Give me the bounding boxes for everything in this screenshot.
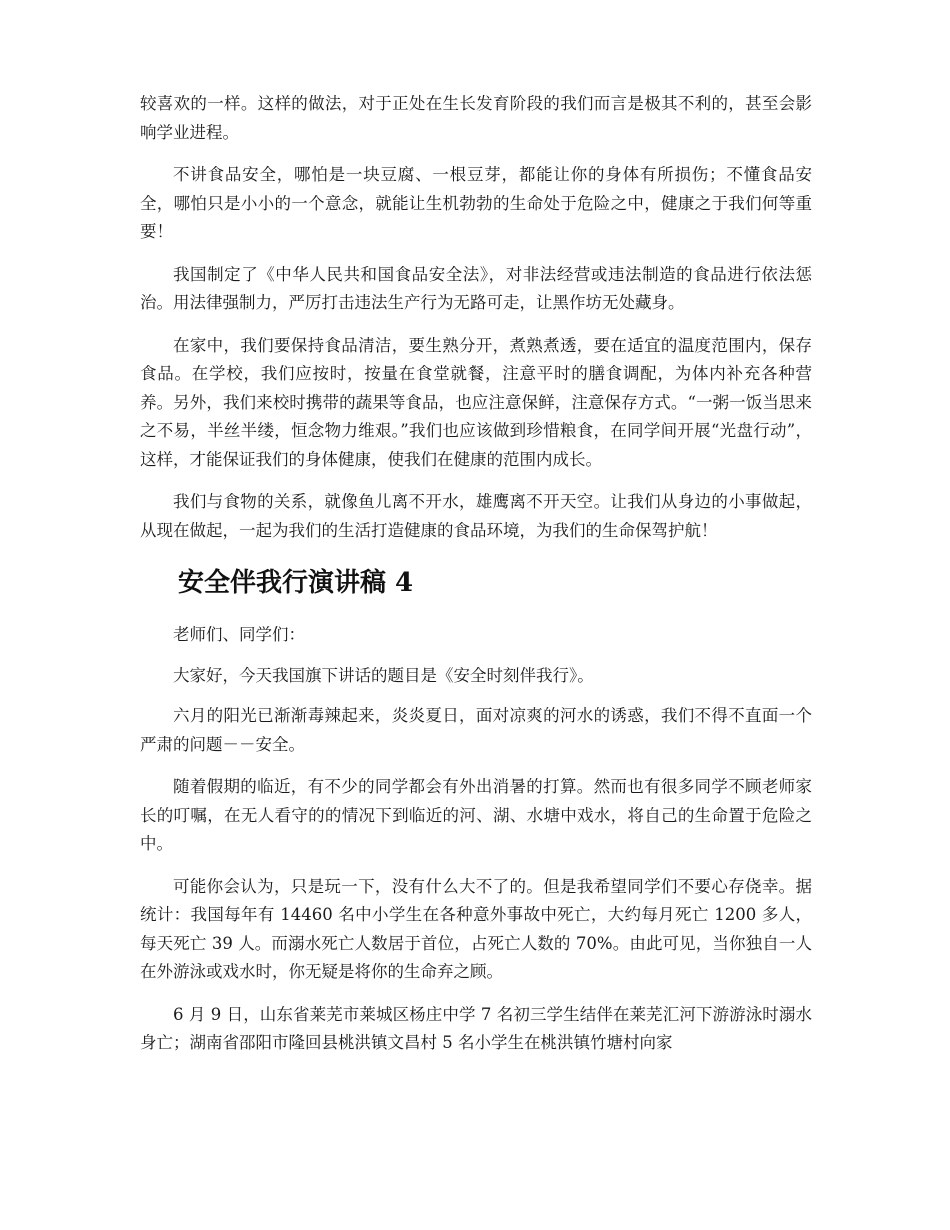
paragraph: 大家好，今天我国旗下讲话的题目是《安全时刻伴我行》。 <box>173 665 594 685</box>
paragraph: 在家中，我们要保持食品清洁，要生熟分开，煮熟煮透，要在适宜的温度范围内，保存食品。在学校，我们应按时，按量在食堂就餐，注意平时的膳食调配，为体内补充各种营养。另外，我们来校时携带的蔬果等食品，也应注意保鲜，注意保存方式。“一粥一饭当思来之不易，半丝半缕，恒念物力维艰。”我们也应该做到珍惜粮食，在同学间开展“光盘行动”，这样，才能保证我们的身体健康，使我们在健康的范围内成长。 <box>140 335 812 469</box>
paragraph: 可能你会认为，只是玩一下，没有什么大不了的。但是我希望同学们不要心存侥幸。据统计：我国每年有 14460 名中小学生在各种意外事故中死亡，大约每月死亡 1200 多人，每天死亡 39 人。而溺水死亡人数居于首位，占死亡人数的 70%。由此可见，当你独自一人在外游泳或戏水时，你无疑是将你的生命弃之顾。 <box>140 876 812 981</box>
paragraph: 6 月 9 日，山东省莱芜市莱城区杨庄中学 7 名初三学生结伴在莱芜汇河下游游泳时溺水身亡；湖南省邵阳市隆回县桃洪镇文昌村 5 名小学生在桃洪镇竹塘村向家 <box>140 1004 812 1052</box>
salutation: 老师们、同学们： <box>173 625 305 644</box>
paragraph: 较喜欢的一样。这样的做法，对于正处在生长发育阶段的我们而言是极其不利的，甚至会影响学业进程。 <box>140 94 812 142</box>
paragraph: 六月的阳光已渐渐毒辣起来，炎炎夏日，面对凉爽的河水的诱惑，我们不得不直面一个严肃的问题－－安全。 <box>140 706 812 754</box>
document-body <box>140 90 812 1072</box>
section-heading: 安全伴我行演讲稿 4 <box>178 568 414 598</box>
paragraph: 我们与食物的关系，就像鱼儿离不开水，雄鹰离不开天空。让我们从身边的小事做起，从现在做起，一起为我们的生活打造健康的食品环境，为我们的生命保驾护航！ <box>140 492 812 540</box>
paragraph: 不讲食品安全，哪怕是一块豆腐、一根豆芽，都能让你的身体有所损伤；不懂食品安全，哪怕只是小小的一个意念，就能让生机勃勃的生命处于危险之中，健康之于我们何等重要！ <box>140 165 812 241</box>
paragraph: 随着假期的临近，有不少的同学都会有外出消暑的打算。然而也有很多同学不顾老师家长的叮嘱，在无人看守的的情况下到临近的河、湖、水塘中戏水，将自己的生命置于危险之中。 <box>140 777 812 853</box>
paragraph: 我国制定了《中华人民共和国食品安全法》，对非法经营或违法制造的食品进行依法惩治。用法律强制力，严厉打击违法生产行为无路可走，让黑作坊无处藏身。 <box>140 264 812 312</box>
